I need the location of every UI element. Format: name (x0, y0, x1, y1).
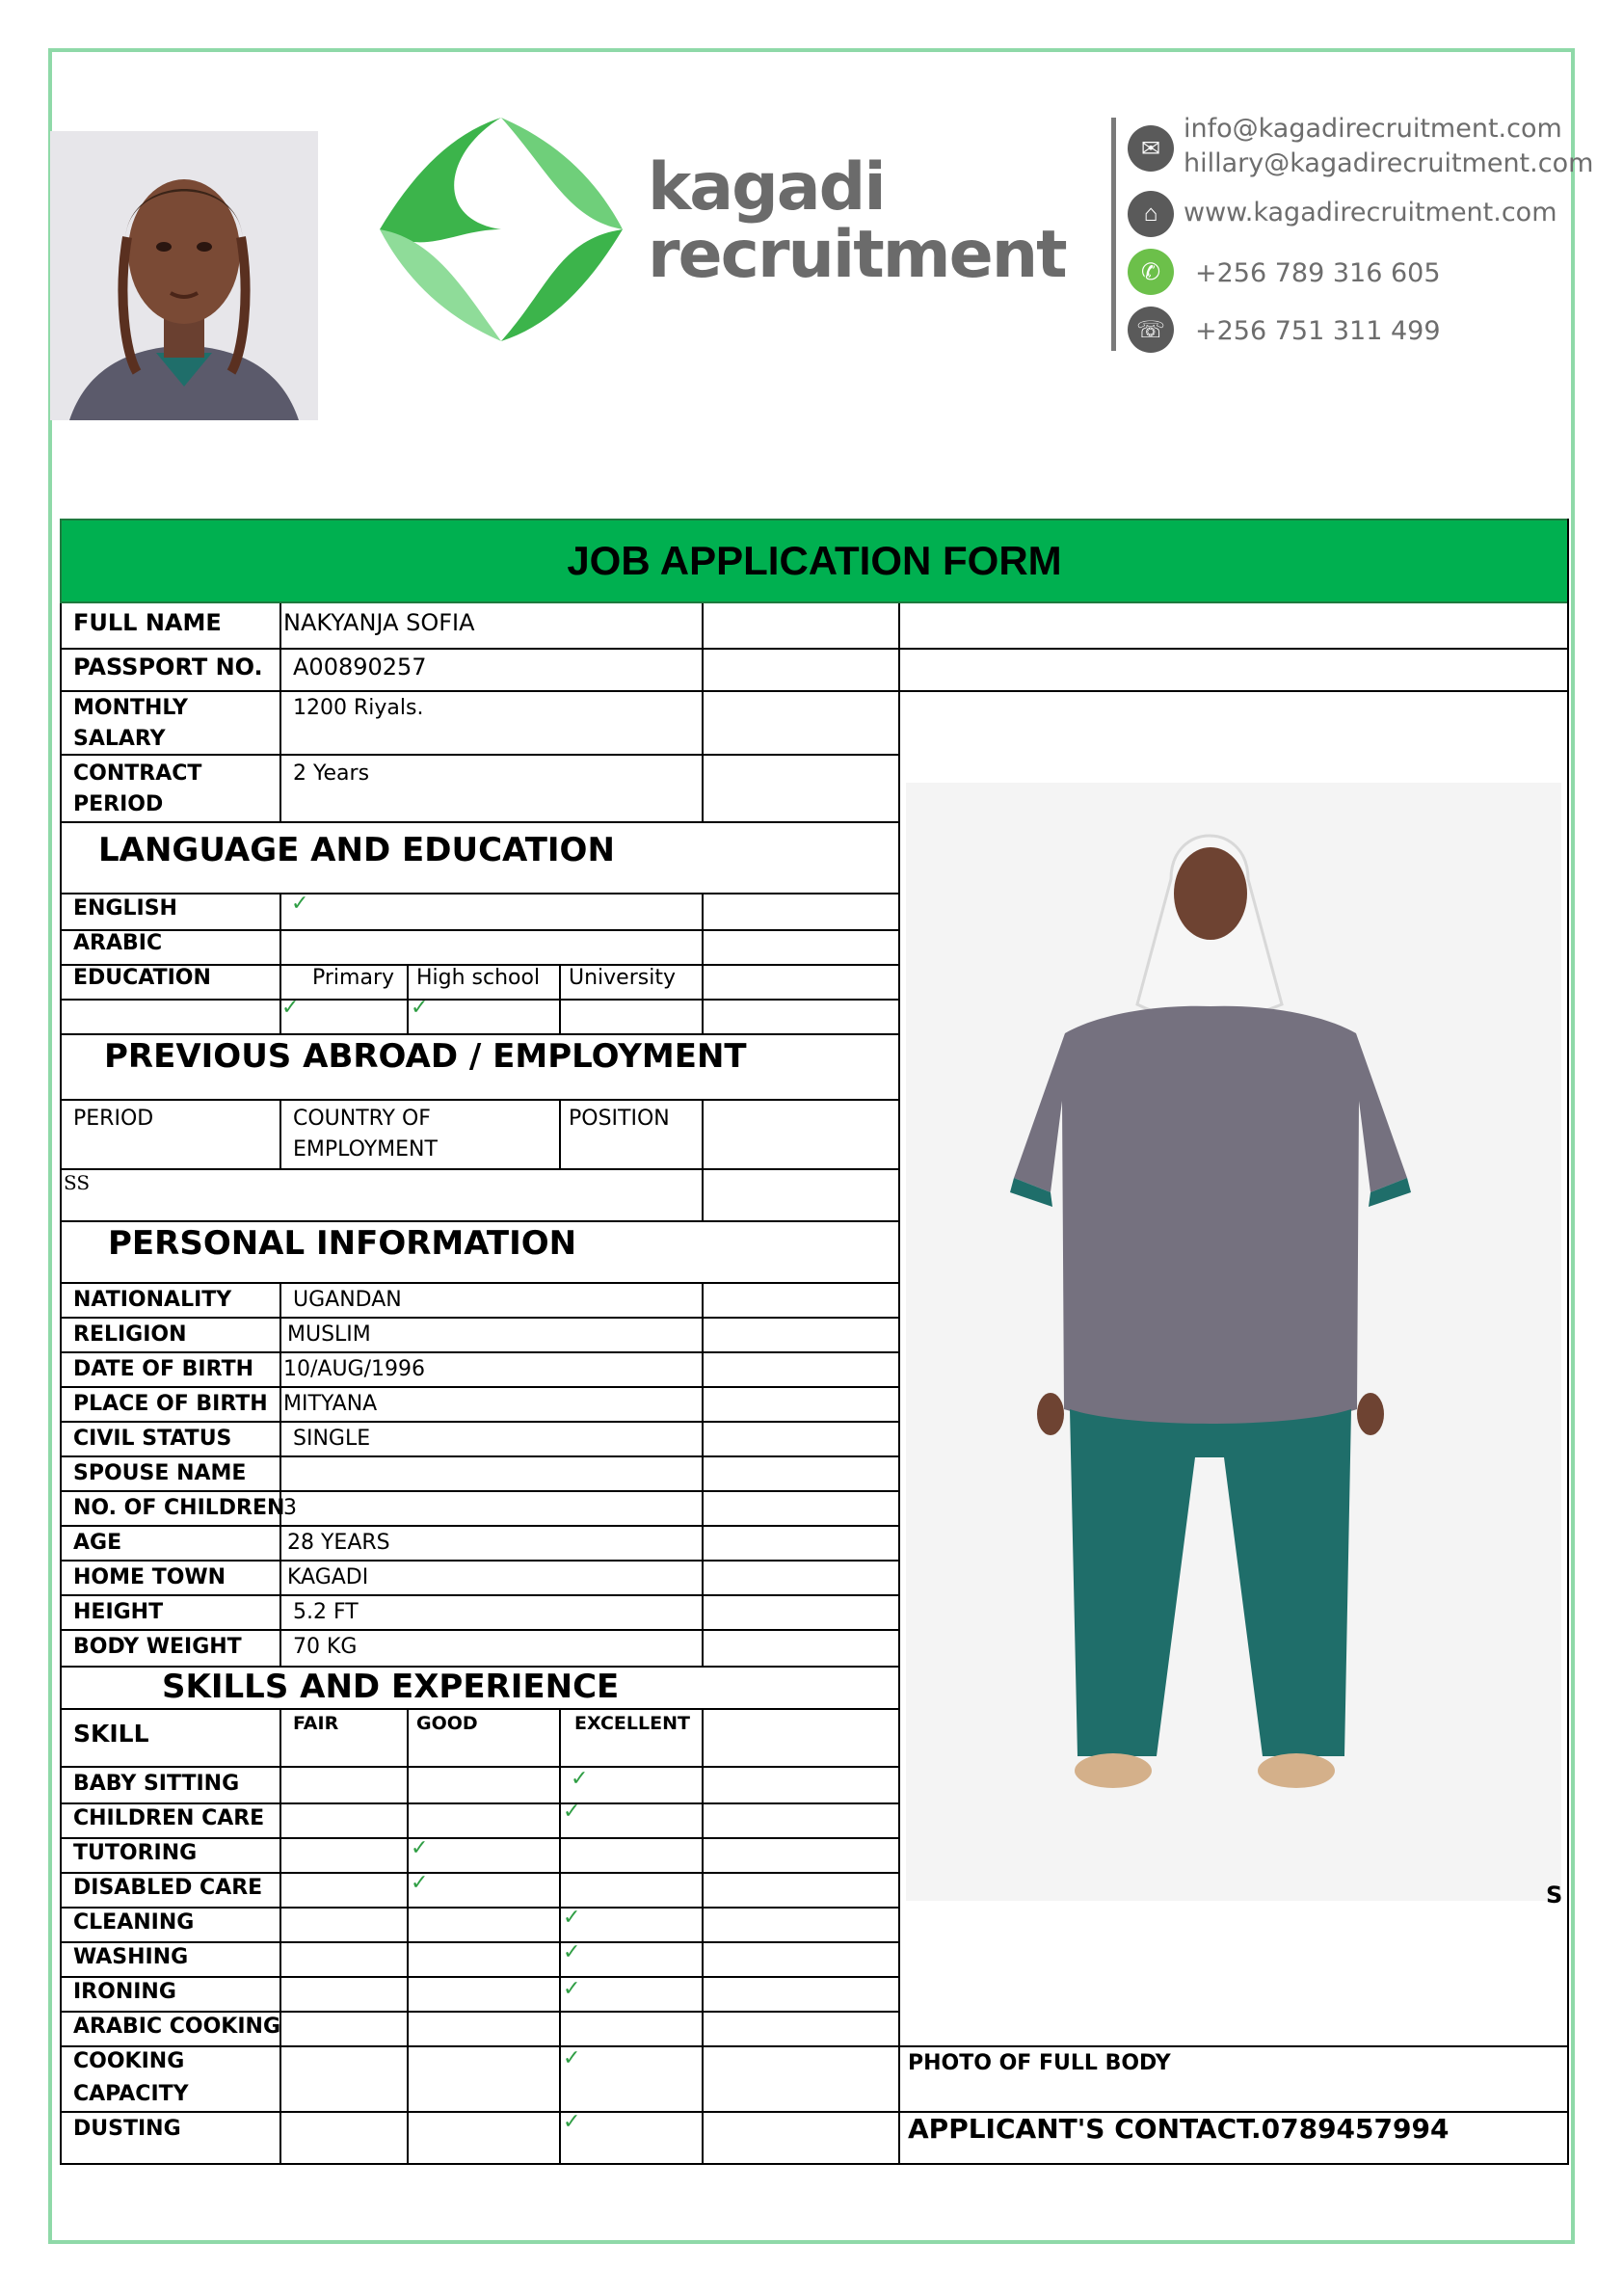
stray-letter: S (1546, 1882, 1563, 1909)
section-abroad: PREVIOUS ABROAD / EMPLOYMENT (104, 1037, 747, 1076)
skill-label: ARABIC COOKING (73, 2015, 281, 2039)
skill-label-2: CAPACITY (73, 2082, 189, 2106)
check-good: ✓ (411, 1835, 429, 1859)
value-contract: 2 Years (293, 761, 370, 786)
website: www.kagadirecruitment.com (1184, 198, 1557, 227)
check-excellent: ✓ (563, 1939, 581, 1963)
personal-label: PLACE OF BIRTH (73, 1392, 268, 1416)
personal-label: BODY WEIGHT (73, 1635, 242, 1659)
personal-value: MITYANA (283, 1392, 378, 1416)
skill-label: IRONING (73, 1980, 176, 2004)
skill-label: TUTORING (73, 1841, 198, 1865)
label-excellent: EXCELLENT (574, 1713, 690, 1734)
brand-name (648, 149, 1066, 293)
check-excellent: ✓ (563, 1976, 581, 2000)
personal-label: NO. OF CHILDREN (73, 1496, 285, 1520)
mail-icon: ✉ (1128, 125, 1174, 172)
applicant-head-photo (50, 131, 318, 420)
form-title-band (60, 519, 1569, 603)
personal-value: 28 YEARS (287, 1531, 390, 1555)
skill-label: DUSTING (73, 2117, 181, 2141)
edu-high-school: High school (416, 966, 541, 990)
personal-label: HOME TOWN (73, 1565, 226, 1589)
label-good: GOOD (416, 1713, 478, 1734)
skill-label: CLEANING (73, 1910, 195, 1935)
personal-label: NATIONALITY (73, 1288, 232, 1312)
skill-label: BABY SITTING (73, 1772, 240, 1796)
label-salary-1: MONTHLY (73, 696, 188, 720)
personal-label: CIVIL STATUS (73, 1427, 232, 1451)
skill-label: CHILDREN CARE (73, 1806, 265, 1830)
personal-label: SPOUSE NAME (73, 1461, 247, 1485)
label-salary-2: SALARY (73, 727, 166, 751)
whatsapp-icon: ✆ (1128, 249, 1174, 295)
personal-value: 5.2 FT (293, 1600, 359, 1624)
label-period: PERIOD (73, 1107, 154, 1131)
phone-number: +256 751 311 499 (1195, 316, 1441, 346)
brand-line-1: kagadi (648, 149, 885, 226)
check-excellent: ✓ (563, 1799, 581, 1823)
label-arabic: ARABIC (73, 931, 163, 955)
whatsapp-number: +256 789 316 605 (1195, 258, 1441, 288)
skill-label: DISABLED CARE (73, 1876, 263, 1900)
contact-divider (1111, 118, 1116, 351)
edu-primary: Primary (312, 966, 395, 990)
kagadi-logo-mark (376, 114, 626, 345)
section-language: LANGUAGE AND EDUCATION (98, 831, 615, 869)
brand-line-2: recruitment (648, 217, 1066, 293)
value-full-name: NAKYANJA SOFIA (283, 609, 475, 636)
email-secondary: hillary@kagadirecruitment.com (1184, 148, 1594, 178)
value-passport: A00890257 (293, 654, 427, 681)
skill-label: WASHING (73, 1945, 189, 1969)
personal-label: DATE OF BIRTH (73, 1357, 253, 1381)
label-contract-2: PERIOD (73, 792, 164, 816)
personal-label: RELIGION (73, 1322, 187, 1347)
label-full-name: FULL NAME (73, 609, 222, 636)
section-personal: PERSONAL INFORMATION (108, 1224, 577, 1263)
personal-value: UGANDAN (293, 1288, 402, 1312)
label-fair: FAIR (293, 1713, 339, 1734)
check-primary: ✓ (281, 995, 300, 1019)
personal-value: SINGLE (293, 1427, 371, 1451)
applicant-contact: APPLICANT'S CONTACT.0789457994 (908, 2113, 1450, 2145)
section-skills: SKILLS AND EXPERIENCE (162, 1668, 620, 1706)
label-position: POSITION (569, 1107, 670, 1131)
check-good: ✓ (411, 1870, 429, 1894)
abroad-row-text: SS (64, 1171, 91, 1194)
label-education: EDUCATION (73, 966, 211, 990)
check-excellent: ✓ (571, 1766, 589, 1790)
home-icon: ⌂ (1128, 191, 1174, 237)
check-high-school: ✓ (411, 995, 429, 1019)
edu-university: University (569, 966, 676, 990)
personal-label: HEIGHT (73, 1600, 164, 1624)
check-english: ✓ (291, 891, 309, 915)
value-salary: 1200 Riyals. (293, 696, 424, 720)
personal-value: 10/AUG/1996 (283, 1357, 426, 1381)
skill-label-1: COOKING (73, 2049, 185, 2073)
photo-caption: PHOTO OF FULL BODY (908, 2051, 1171, 2075)
label-country-2: EMPLOYMENT (293, 1137, 438, 1161)
personal-value: 70 KG (293, 1635, 358, 1659)
applicant-full-body-photo (906, 783, 1561, 1901)
label-english: ENGLISH (73, 896, 177, 921)
check-excellent: ✓ (563, 2045, 581, 2069)
label-contract-1: CONTRACT (73, 761, 202, 786)
label-passport: PASSPORT NO. (73, 654, 263, 681)
personal-label: AGE (73, 1531, 122, 1555)
label-skill: SKILL (73, 1720, 149, 1748)
email-primary: info@kagadirecruitment.com (1184, 114, 1562, 144)
personal-value: MUSLIM (287, 1322, 371, 1347)
check-excellent: ✓ (563, 2109, 581, 2133)
check-excellent: ✓ (563, 1905, 581, 1929)
label-country-1: COUNTRY OF (293, 1107, 431, 1131)
phone-icon: ☏ (1128, 307, 1174, 353)
personal-value: 3 (283, 1496, 297, 1520)
form-title: JOB APPLICATION FORM (567, 538, 1062, 583)
personal-value: KAGADI (287, 1565, 369, 1589)
